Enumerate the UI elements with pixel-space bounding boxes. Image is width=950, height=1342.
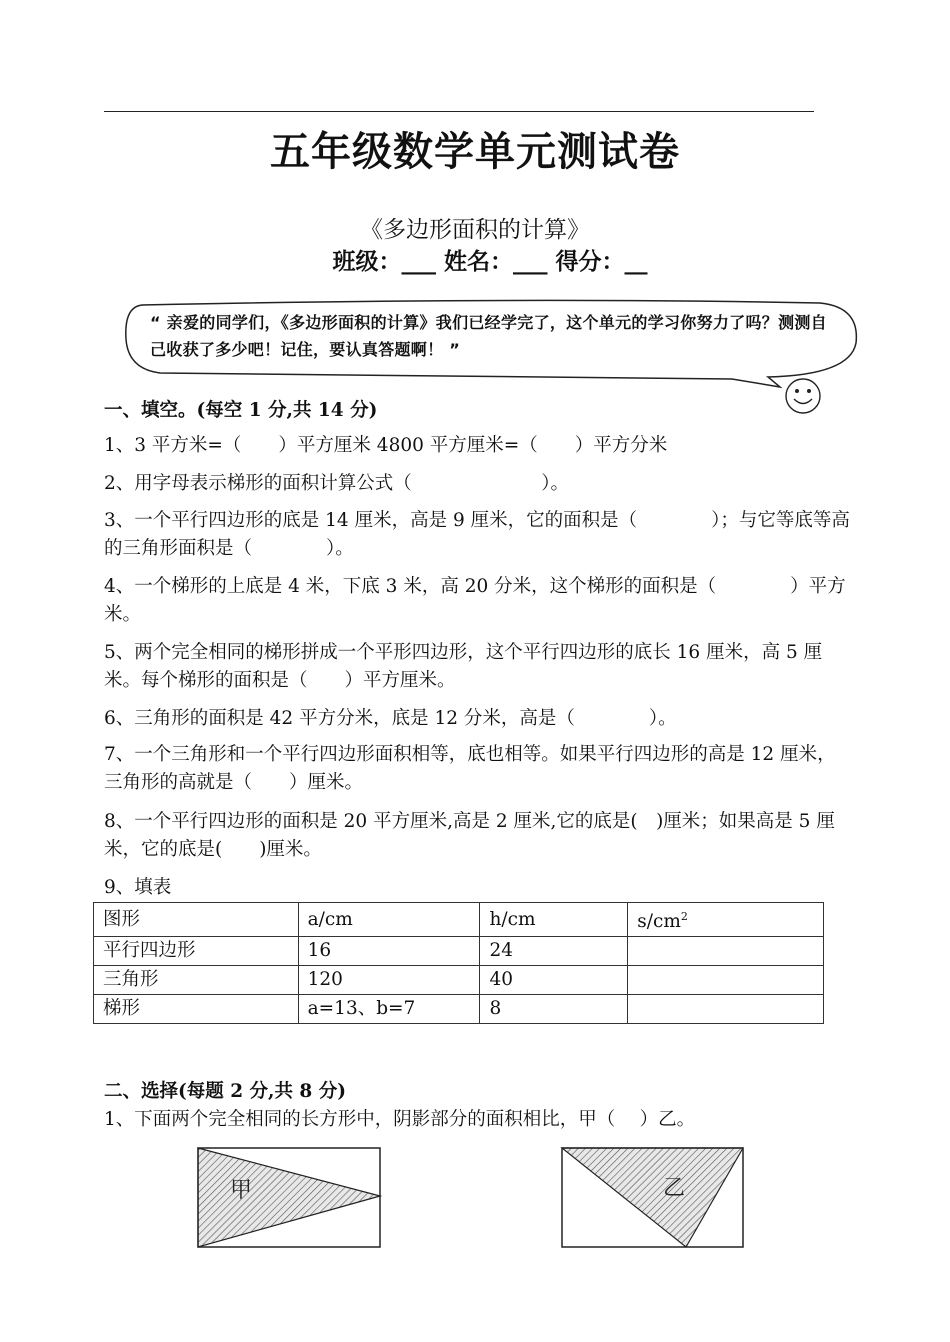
section1-heading: 一、填空。(每空 1 分,共 14 分) (104, 400, 378, 421)
section2-heading: 二、选择(每题 2 分,共 8 分) (104, 1081, 346, 1102)
table-cell: 16 (298, 937, 480, 966)
table-header: 图形 (94, 903, 299, 937)
table-row (94, 966, 824, 995)
figure-jia (196, 1145, 384, 1251)
table-header-row (94, 903, 824, 937)
table-cell: 40 (480, 966, 628, 995)
figure-label-yi: 乙 (663, 1176, 686, 1201)
table-cell: 梯形 (94, 995, 299, 1024)
figure-label-jia: 甲 (230, 1178, 253, 1203)
question-2: 2、用字母表示梯形的面积计算公式（ ）。 (104, 473, 570, 494)
table-cell-answer[interactable] (628, 937, 824, 966)
table-cell-answer[interactable] (628, 995, 824, 1024)
encouragement-text: “ 亲爱的同学们，《多边形面积的计算》我们已经学完了，这个单元的学习你努力了吗？测测自己收获了多少吧！记住，要认真答题啊！ ” (150, 313, 827, 359)
question-5: 5、两个完全相同的梯形拼成一个平形四边形，这个平行四边形的底长 16 厘米，高 5 厘米。每个梯形的面积是（ ）平方厘米。 (104, 642, 823, 691)
page-subtitle: 《多边形面积的计算》 (360, 217, 590, 243)
table-header: h/cm (480, 903, 628, 937)
student-info-line: 班级：___ 姓名：___ 得分：__ (332, 249, 648, 275)
table-header: $s/cm^2$ (628, 903, 824, 937)
page-title: 五年级数学单元测试卷 (270, 129, 680, 175)
question-9: 9、填表 (104, 877, 172, 898)
choice-question-1: 1、下面两个完全相同的长方形中，阴影部分的面积相比，甲（ ）乙。 (104, 1109, 696, 1130)
smiley-icon (782, 377, 824, 415)
fill-table (93, 902, 824, 1024)
question-4: 4、一个梯形的上底是 4 米，下底 3 米，高 20 分米，这个梯形的面积是（ ）平方米。 (104, 576, 846, 625)
figure-yi (560, 1145, 746, 1251)
table-row (94, 937, 824, 966)
table-cell: 三角形 (94, 966, 299, 995)
top-rule (104, 111, 814, 112)
table-header: a/cm (298, 903, 480, 937)
question-8: 8、一个平行四边形的面积是 20 平方厘米,高是 2 厘米,它的底是( )厘米；如果高是 5 厘米，它的底是( )厘米。 (104, 811, 835, 860)
table-cell: 24 (480, 937, 628, 966)
question-3: 3、一个平行四边形的底是 14 厘米，高是 9 厘米，它的面积是（ ）；与它等底等高的三角形面积是（ ）。 (104, 510, 850, 559)
question-1: 1、3 平方米=（ ）平方厘米 4800 平方厘米=（ ）平方分米 (104, 435, 668, 456)
table-cell: 8 (480, 995, 628, 1024)
table-cell: a=13、b=7 (298, 995, 480, 1024)
table-cell: 平行四边形 (94, 937, 299, 966)
table-cell: 120 (298, 966, 480, 995)
table-row (94, 995, 824, 1024)
table-cell-answer[interactable] (628, 966, 824, 995)
question-7: 7、一个三角形和一个平行四边形面积相等，底也相等。如果平行四边形的高是 12 厘米，三角形的高就是（ ）厘米。 (104, 744, 836, 793)
question-6: 6、三角形的面积是 42 平方分米，底是 12 分米，高是（ ）。 (104, 708, 677, 729)
